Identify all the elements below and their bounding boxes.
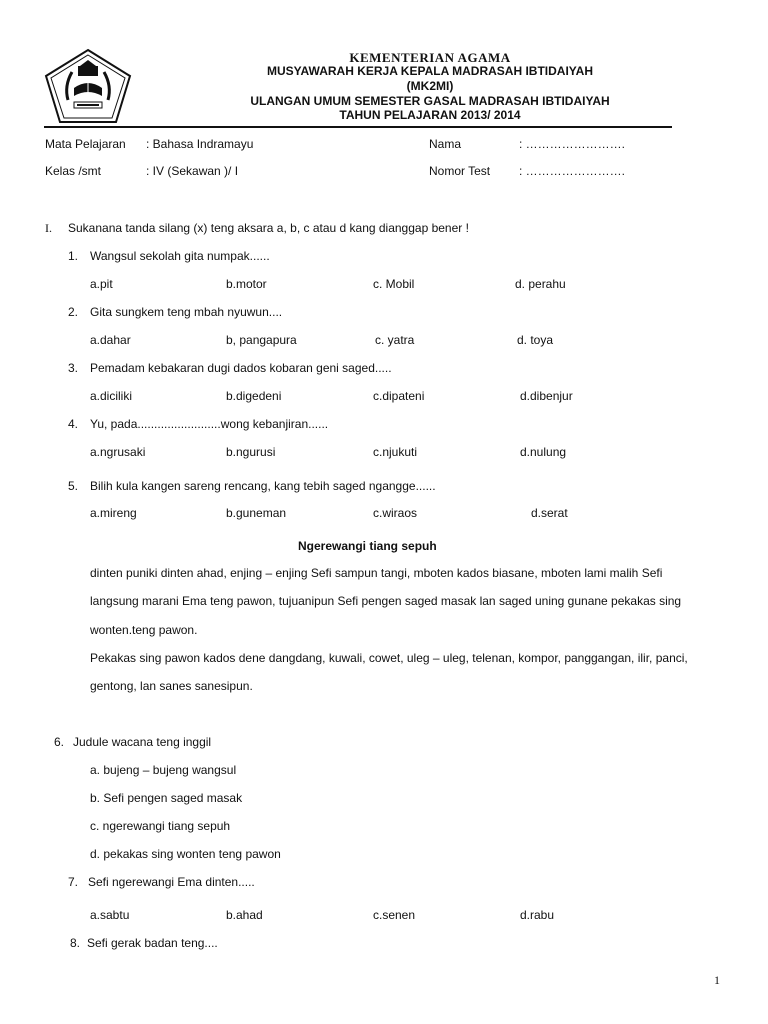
question-text: Sefi ngerewangi Ema dinten..... [88, 875, 255, 889]
option-d[interactable]: d.nulung [520, 445, 567, 459]
subject-value: : Bahasa Indramayu [146, 137, 254, 151]
question-number: 3. [68, 361, 79, 375]
header-organization: MUSYAWARAH KERJA KEPALA MADRASAH IBTIDAIYAH [266, 64, 594, 78]
class-value: : IV (Sekawan )/ I [146, 164, 239, 178]
reading-line: gentong, lan sanes sanesipun. [90, 679, 253, 693]
header-abbreviation: (MK2MI) [406, 79, 454, 93]
option-b[interactable]: b. Sefi pengen saged masak [90, 791, 243, 805]
page-number: 1 [714, 973, 720, 987]
question-number: 8. [70, 936, 81, 950]
question-number: 4. [68, 417, 79, 431]
question-number: 2. [68, 305, 79, 319]
header-divider [44, 126, 672, 128]
option-c[interactable]: c.njukuti [373, 445, 418, 459]
option-d[interactable]: d.serat [531, 506, 568, 520]
option-a[interactable]: a.ngrusaki [90, 445, 146, 459]
option-d[interactable]: d. pekakas sing wonten teng pawon [90, 847, 281, 861]
option-d[interactable]: d.rabu [520, 908, 555, 922]
question-number: 6. [54, 735, 65, 749]
test-number-field[interactable]: : ……………………. [519, 164, 626, 178]
option-b[interactable]: b.ahad [226, 908, 263, 922]
test-number-label: Nomor Test [429, 164, 491, 178]
section-instruction: Sukanana tanda silang (x) teng aksara a, b, c atau d kang dianggap bener ! [68, 221, 469, 235]
option-c[interactable]: c. yatra [375, 333, 415, 347]
section-number: I. [45, 221, 52, 235]
name-field[interactable]: : ……………………. [519, 137, 626, 151]
question-number: 1. [68, 249, 79, 263]
option-b[interactable]: b.digedeni [226, 389, 282, 403]
question-text: Wangsul sekolah gita numpak...... [90, 249, 270, 263]
reading-line: wonten.teng pawon. [90, 623, 198, 637]
question-text: Judule wacana teng inggil [73, 735, 212, 749]
option-a[interactable]: a. bujeng – bujeng wangsul [90, 763, 237, 777]
name-label: Nama [429, 137, 462, 151]
option-a[interactable]: a.pit [90, 277, 113, 291]
option-a[interactable]: a.mireng [90, 506, 137, 520]
option-c[interactable]: c. Mobil [373, 277, 415, 291]
question-number: 7. [68, 875, 79, 889]
option-b[interactable]: b, pangapura [226, 333, 297, 347]
option-c[interactable]: c.dipateni [373, 389, 425, 403]
option-c[interactable]: c. ngerewangi tiang sepuh [90, 819, 231, 833]
question-text: Yu, pada.........................wong kebanjiran...... [90, 417, 329, 431]
question-text: Bilih kula kangen sareng rencang, kang tebih saged ngangge...... [90, 479, 436, 493]
class-label: Kelas /smt [45, 164, 102, 178]
header-exam-title: ULANGAN UMUM SEMESTER GASAL MADRASAH IBTIDAIYAH [250, 94, 610, 108]
option-c[interactable]: c.wiraos [373, 506, 418, 520]
reading-title: Ngerewangi tiang sepuh [298, 539, 437, 553]
option-a[interactable]: a.dahar [90, 333, 131, 347]
option-a[interactable]: a.diciliki [90, 389, 133, 403]
option-d[interactable]: d. toya [517, 333, 554, 347]
header-year: TAHUN PELAJARAN 2013/ 2014 [339, 108, 521, 122]
header-ministry: KEMENTERIAN AGAMA [349, 50, 511, 65]
option-d[interactable]: d. perahu [515, 277, 566, 291]
question-number: 5. [68, 479, 79, 493]
question-text: Gita sungkem teng mbah nyuwun.... [90, 305, 283, 319]
reading-line: dinten puniki dinten ahad, enjing – enjing Sefi sampun tangi, mboten kados biasane, mboten lami malih Sefi [90, 566, 663, 580]
reading-line: langsung marani Ema teng pawon, tujuanipun Sefi pengen saged masak lan saged uning gunane pekakas sing [90, 594, 682, 608]
option-b[interactable]: b.guneman [226, 506, 287, 520]
subject-label: Mata Pelajaran [45, 137, 126, 151]
option-d[interactable]: d.dibenjur [520, 389, 573, 403]
reading-line: Pekakas sing pawon kados dene dangdang, kuwali, cowet, uleg – uleg, telenan, kompor, panggangan, ilir, panci, [90, 651, 688, 665]
option-c[interactable]: c.senen [373, 908, 416, 922]
option-b[interactable]: b.motor [226, 277, 267, 291]
option-a[interactable]: a.sabtu [90, 908, 130, 922]
kemenag-logo [44, 48, 132, 124]
question-text: Pemadam kebakaran dugi dados kobaran geni saged..... [90, 361, 392, 375]
option-b[interactable]: b.ngurusi [226, 445, 276, 459]
question-text: Sefi gerak badan teng.... [87, 936, 218, 950]
